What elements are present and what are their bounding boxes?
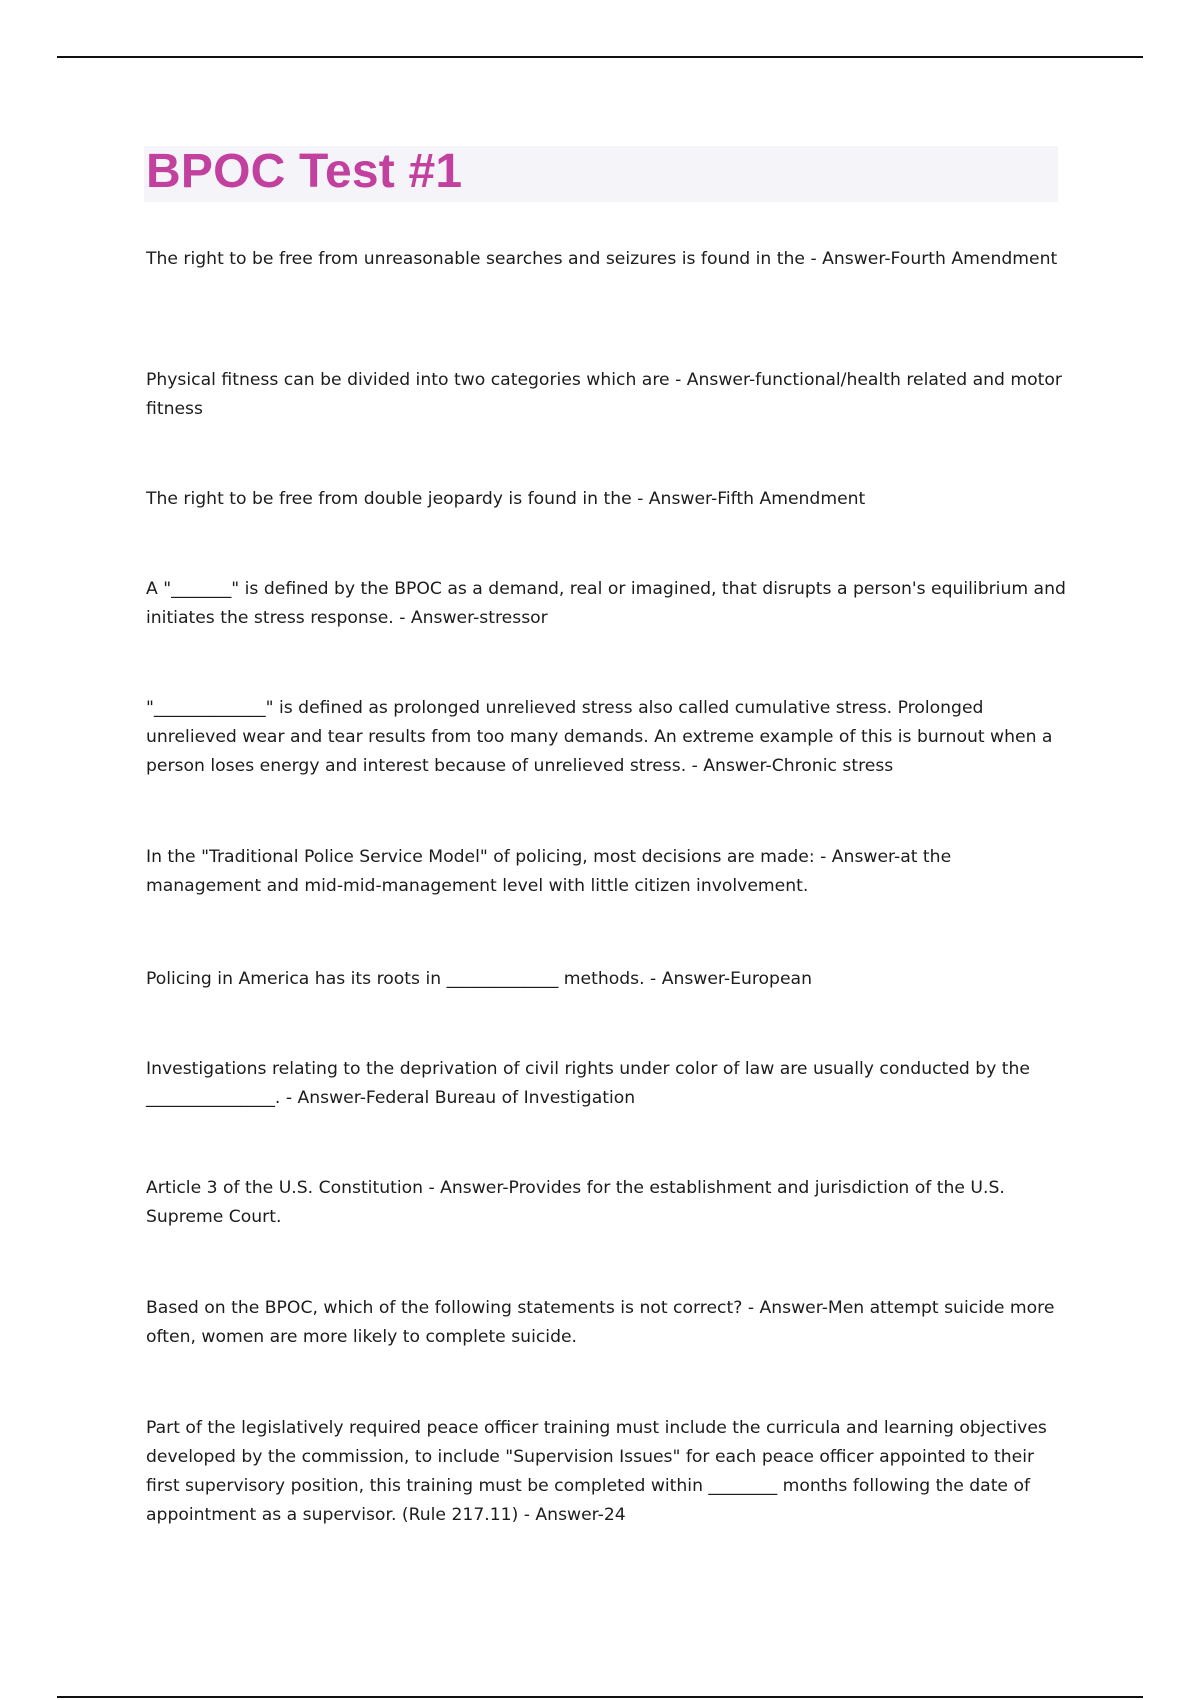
- question-answer-item: Based on the BPOC, which of the following statements is not correct? - Answer-Men attempt suicide more often, women are more likely to complete suicide.: [146, 1298, 1055, 1347]
- question-answer-item: "_____________" is defined as prolonged unrelieved stress also called cumulative stress. Prolonged unrelieved wear and tear results from too many demands. An extreme example of this is burnout when a person loses energy and interest because of unrelieved stress. - Answer-Chronic stress: [146, 698, 1053, 776]
- page-title: BPOC Test #1: [146, 145, 463, 198]
- bottom-divider: [57, 1696, 1143, 1698]
- question-answer-item: The right to be free from double jeopardy is found in the - Answer-Fifth Amendment: [146, 489, 866, 509]
- question-answer-item: Part of the legislatively required peace officer training must include the curricula and learning objectives developed by the commission, to include "Supervision Issues" for each peace officer appointed to their first supervisory position, this training must be completed within ________ months following the date of appointment as a supervisor. (Rule 217.11) - Answer-24: [146, 1418, 1047, 1525]
- question-answer-item: Investigations relating to the deprivation of civil rights under color of law are usually conducted by the _______________. - Answer-Federal Bureau of Investigation: [146, 1059, 1030, 1108]
- question-answer-item: Policing in America has its roots in _____________ methods. - Answer-European: [146, 969, 812, 989]
- question-answer-item: Article 3 of the U.S. Constitution - Answer-Provides for the establishment and jurisdiction of the U.S. Supreme Court.: [146, 1178, 1005, 1227]
- question-answer-item: A "_______" is defined by the BPOC as a demand, real or imagined, that disrupts a person's equilibrium and initiates the stress response. - Answer-stressor: [146, 579, 1066, 628]
- question-answer-item: Physical fitness can be divided into two categories which are - Answer-functional/health related and motor fitness: [146, 370, 1062, 419]
- question-answer-item: In the "Traditional Police Service Model" of policing, most decisions are made: - Answer-at the management and mid-mid-management level with little citizen involvement.: [146, 847, 952, 896]
- question-answer-item: The right to be free from unreasonable searches and seizures is found in the - Answer-Fourth Amendment: [146, 249, 1058, 269]
- top-divider: [57, 56, 1143, 58]
